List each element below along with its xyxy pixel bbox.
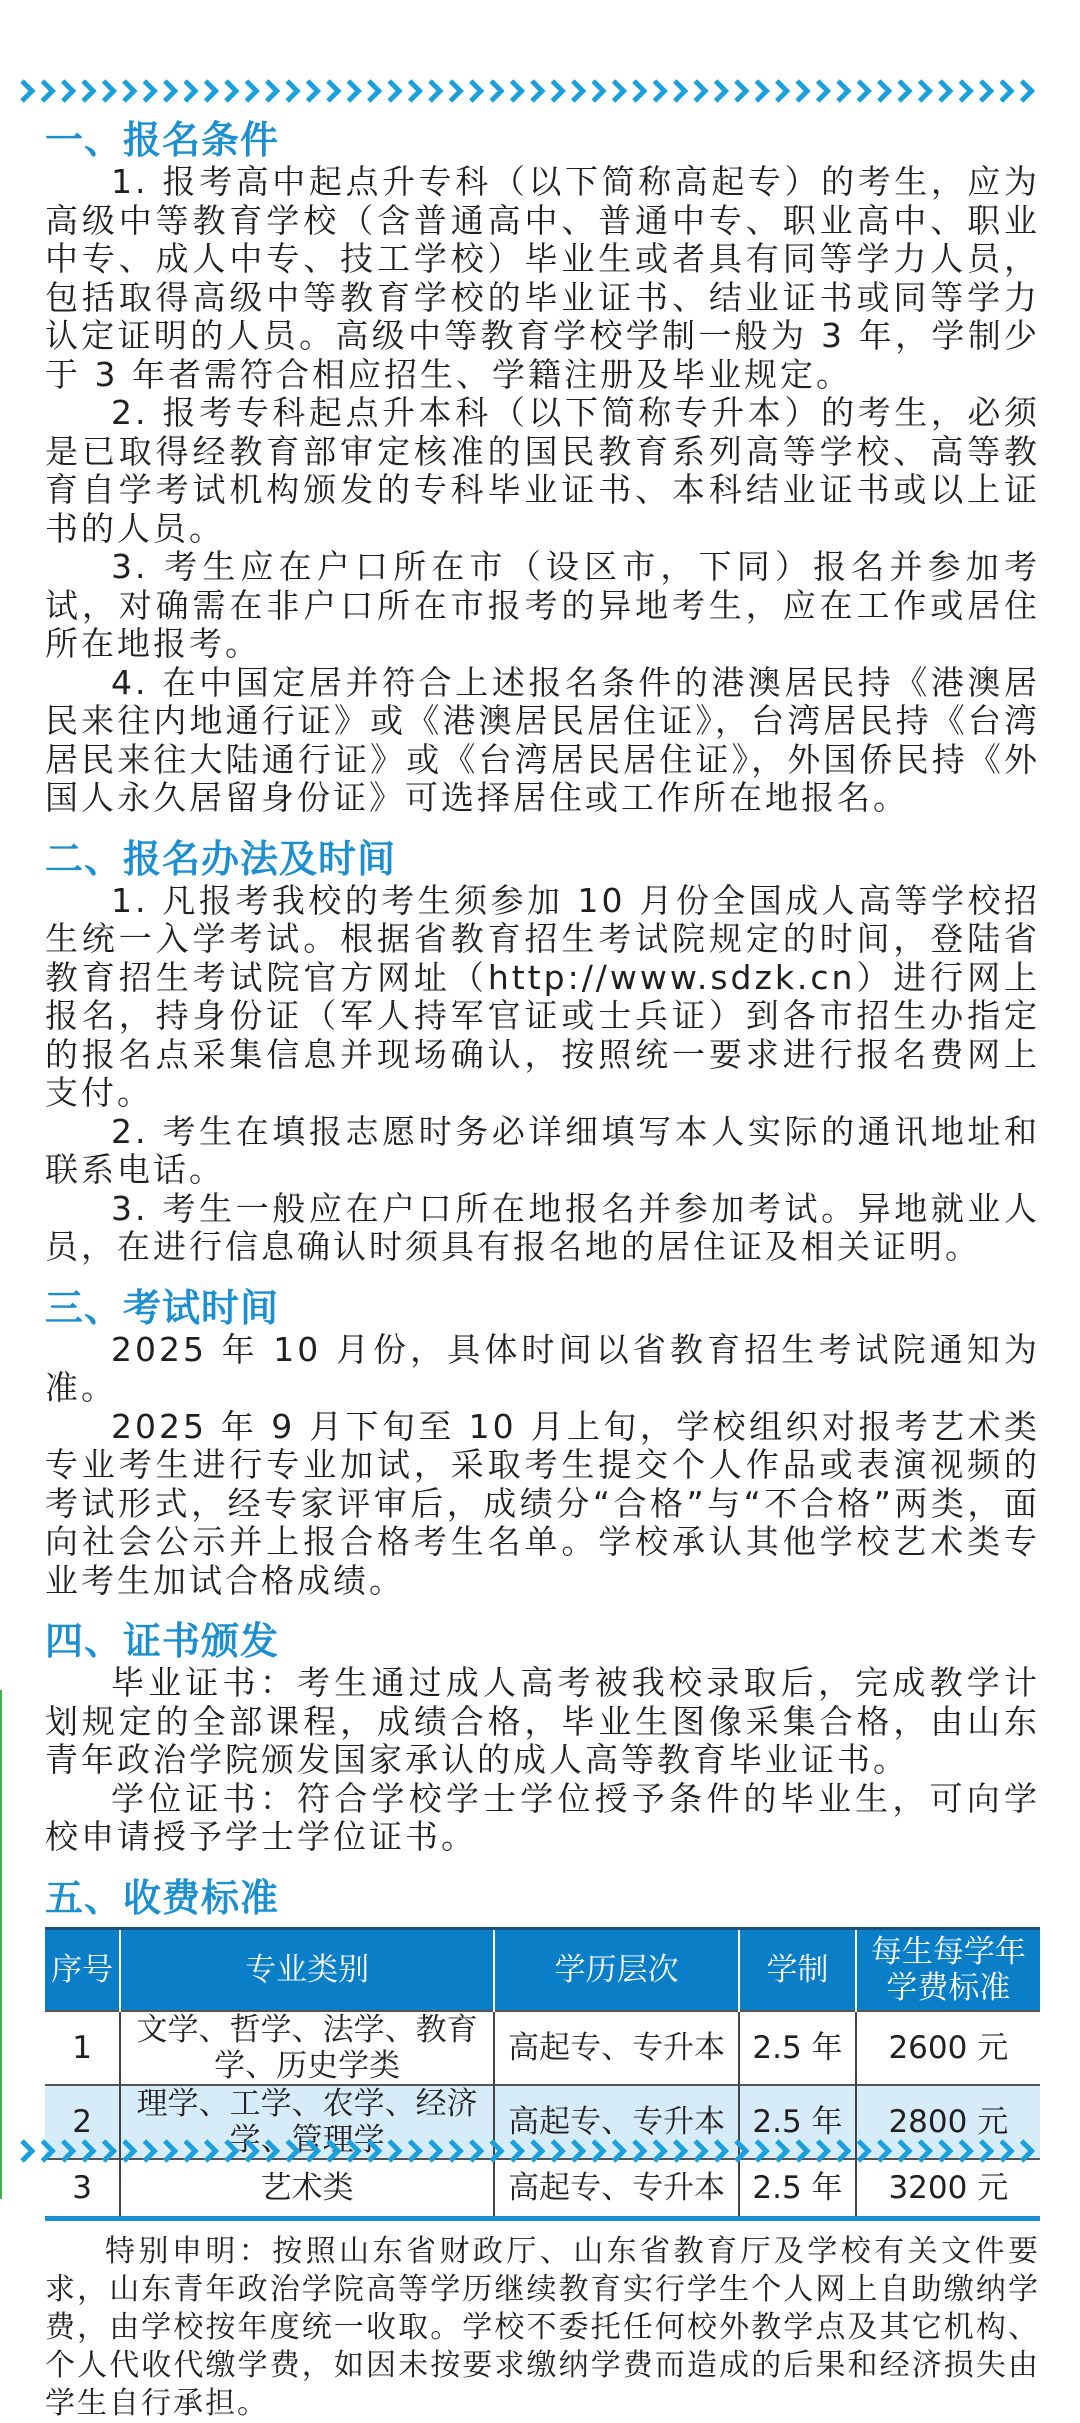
chevron-icon: [369, 81, 379, 101]
chevron-icon: [491, 81, 501, 101]
chevron-icon: [940, 81, 950, 101]
column-header: 每生每学年学费标准: [856, 1928, 1040, 2011]
table-row: [45, 2159, 1040, 2219]
chevron-icon: [1022, 2141, 1032, 2161]
chevron-icon: [389, 81, 399, 101]
chevron-icon: [532, 2141, 542, 2161]
table-cell: 2.5 年: [739, 2085, 855, 2159]
chevron-icon: [471, 81, 481, 101]
chevron-icon: [450, 2141, 460, 2161]
table-cell: 3200 元: [856, 2159, 1040, 2219]
chevron-icon: [185, 81, 195, 101]
paragraph: 学位证书：符合学校学士学位授予条件的毕业生，可向学校申请授予学士学位证书。: [45, 1778, 1040, 1856]
table-cell: 2600 元: [856, 2011, 1040, 2085]
chevron-icon: [552, 2141, 562, 2161]
chevron-icon: [940, 2141, 950, 2161]
table-cell: 3: [45, 2159, 120, 2219]
chevron-icon: [675, 81, 685, 101]
chevron-icon: [328, 81, 338, 101]
paragraph: 1. 凡报考我校的考生须参加 10 月份全国成人高等学校招生统一入学考试。根据省教育招生考试院规定的时间，登陆省教育招生考试院官方网址（http://www.sdzk.cn）进行网上报名，持身份证（军人持军官证或士兵证）到各市招生办指定的报名点采集信息并现场确认，按照统一要求进行报名费网上支付。: [45, 880, 1040, 1112]
chevron-icon: [144, 81, 154, 101]
chevron-divider-bottom: [20, 2138, 1040, 2164]
chevron-icon: [512, 81, 522, 101]
table-cell: 高起专、专升本: [494, 2011, 739, 2085]
chevron-icon: [614, 2141, 624, 2161]
paragraph: 1. 报考高中起点升专科（以下简称高起专）的考生，应为高级中等教育学校（含普通高中、普通中专、职业高中、职业中专、成人中专、技工学校）毕业生或者具有同等学力人员，包括取得高级中等教育学校的毕业证书、结业证书或同等学力认定证明的人员。高级中等教育学校学制一般为 3 年，学制少于 3 年者需符合相应招生、学籍注册及毕业规定。: [45, 162, 1040, 394]
column-header: 序号: [45, 1928, 120, 2011]
chevron-icon: [267, 2141, 277, 2161]
chevron-icon: [818, 2141, 828, 2161]
section-2: [45, 836, 1040, 1267]
left-edge-strip: [0, 1690, 2, 2199]
chevron-icon: [471, 2141, 481, 2161]
chevron-icon: [879, 81, 889, 101]
chevron-icon: [83, 2141, 93, 2161]
chevron-icon: [348, 81, 358, 101]
chevron-icon: [206, 81, 216, 101]
paragraph: 毕业证书：考生通过成人高考被我校录取后，完成教学计划规定的全部课程，成绩合格，毕业生图像采集合格，由山东青年政治学院颁发国家承认的成人高等教育毕业证书。: [45, 1663, 1040, 1779]
chevron-icon: [736, 2141, 746, 2161]
table-cell: 2800 元: [856, 2085, 1040, 2159]
chevron-icon: [206, 2141, 216, 2161]
chevron-icon: [165, 2141, 175, 2161]
table-cell: 2: [45, 2085, 120, 2159]
table-cell: 文学、哲学、法学、教育学、历史学类: [120, 2011, 494, 2085]
chevron-icon: [777, 81, 787, 101]
chevron-icon: [1001, 81, 1011, 101]
chevron-icon: [226, 2141, 236, 2161]
chevron-icon: [430, 2141, 440, 2161]
chevron-icon: [960, 81, 970, 101]
chevron-icon: [593, 81, 603, 101]
chevron-icon: [42, 2141, 52, 2161]
chevron-icon: [83, 81, 93, 101]
chevron-icon: [695, 2141, 705, 2161]
table-cell: 艺术类: [120, 2159, 494, 2219]
chevron-icon: [634, 81, 644, 101]
section-5: [45, 1875, 1040, 1921]
chevron-divider-top: [20, 78, 1040, 104]
chevron-icon: [920, 81, 930, 101]
chevron-icon: [287, 2141, 297, 2161]
chevron-icon: [960, 2141, 970, 2161]
special-statement: [45, 2233, 1040, 2423]
paragraph: 3. 考生应在户口所在市（设区市，下同）报名并参加考试，对确需在非户口所在市报考的异地考生，应在工作或居住所在地报考。: [45, 547, 1040, 663]
chevron-icon: [246, 81, 256, 101]
chevron-icon: [716, 2141, 726, 2161]
chevron-icon: [104, 81, 114, 101]
chevron-icon: [654, 81, 664, 101]
chevron-icon: [165, 81, 175, 101]
chevron-icon: [858, 2141, 868, 2161]
chevron-icon: [42, 81, 52, 101]
chevron-icon: [430, 81, 440, 101]
section-heading: 二、报名办法及时间: [45, 836, 397, 881]
chevron-icon: [124, 81, 134, 101]
chevron-icon: [491, 2141, 501, 2161]
chevron-icon: [920, 2141, 930, 2161]
chevron-icon: [981, 2141, 991, 2161]
chevron-icon: [695, 81, 705, 101]
chevron-icon: [797, 2141, 807, 2161]
table-row: [45, 2011, 1040, 2085]
chevron-icon: [716, 81, 726, 101]
fee-table: [45, 1927, 1040, 2221]
chevron-icon: [675, 2141, 685, 2161]
chevron-icon: [838, 2141, 848, 2161]
paragraph: 2025 年 10 月份，具体时间以省教育招生考试院通知为准。: [45, 1329, 1040, 1407]
chevron-icon: [328, 2141, 338, 2161]
chevron-icon: [389, 2141, 399, 2161]
chevron-icon: [818, 81, 828, 101]
column-header: 学制: [739, 1928, 855, 2011]
table-cell: 2.5 年: [739, 2159, 855, 2219]
chevron-icon: [981, 81, 991, 101]
paragraph: 3. 考生一般应在户口所在地报名并参加考试。异地就业人员，在进行信息确认时须具有报名地的居住证及相关证明。: [45, 1188, 1040, 1266]
paragraph: 2. 考生在填报志愿时务必详细填写本人实际的通讯地址和联系电话。: [45, 1111, 1040, 1189]
chevron-icon: [512, 2141, 522, 2161]
chevron-icon: [736, 81, 746, 101]
chevron-icon: [573, 2141, 583, 2161]
section-1: [45, 117, 1040, 818]
chevron-icon: [777, 2141, 787, 2161]
column-header: 学历层次: [494, 1928, 739, 2011]
chevron-icon: [614, 81, 624, 101]
section-3: [45, 1285, 1040, 1601]
chevron-icon: [593, 2141, 603, 2161]
section-4: [45, 1618, 1040, 1857]
table-cell: 1: [45, 2011, 120, 2085]
chevron-icon: [308, 2141, 318, 2161]
chevron-icon: [63, 81, 73, 101]
chevron-icon: [287, 81, 297, 101]
section-heading: 三、考试时间: [45, 1285, 280, 1330]
chevron-icon: [450, 81, 460, 101]
chevron-icon: [410, 81, 420, 101]
chevron-icon: [22, 2141, 32, 2161]
chevron-icon: [63, 2141, 73, 2161]
chevron-icon: [246, 2141, 256, 2161]
chevron-icon: [838, 81, 848, 101]
special-statement-text: 特别申明：按照山东省财政厅、山东省教育厅及学校有关文件要求，山东青年政治学院高等学历继续教育实行学生个人网上自助缴纳学费，由学校按年度统一收取。学校不委托任何校外教学点及其它机构、个人代收代缴学费，如因未按要求缴纳学费而造成的后果和经济损失由学生自行承担。: [45, 2233, 1040, 2421]
chevron-icon: [410, 2141, 420, 2161]
chevron-icon: [348, 2141, 358, 2161]
table-cell: 理学、工学、农学、经济学、管理学: [120, 2085, 494, 2159]
column-header: 专业类别: [120, 1928, 494, 2011]
chevron-icon: [552, 81, 562, 101]
chevron-icon: [797, 81, 807, 101]
chevron-icon: [226, 81, 236, 101]
chevron-icon: [308, 81, 318, 101]
chevron-icon: [267, 81, 277, 101]
chevron-icon: [899, 2141, 909, 2161]
table-cell: 2.5 年: [739, 2011, 855, 2085]
chevron-icon: [899, 81, 909, 101]
chevron-icon: [104, 2141, 114, 2161]
chevron-icon: [1001, 2141, 1011, 2161]
chevron-icon: [756, 81, 766, 101]
chevron-icon: [634, 2141, 644, 2161]
paragraph: 4. 在中国定居并符合上述报名条件的港澳居民持《港澳居民来往内地通行证》或《港澳居民居住证》，台湾居民持《台湾居民来往大陆通行证》或《台湾居民居住证》，外国侨民持《外国人永久居留身份证》可选择居住或工作所在地报名。: [45, 662, 1040, 817]
chevron-icon: [756, 2141, 766, 2161]
chevron-icon: [124, 2141, 134, 2161]
chevron-icon: [369, 2141, 379, 2161]
document-body: [45, 117, 1040, 2423]
chevron-icon: [185, 2141, 195, 2161]
paragraph: 2. 报考专科起点升本科（以下简称专升本）的考生，必须是已取得经教育部审定核准的国民教育系列高等学校、高等教育自学考试机构颁发的专科毕业证书、本科结业证书或以上证书的人员。: [45, 393, 1040, 548]
table-cell: 高起专、专升本: [494, 2159, 739, 2219]
chevron-icon: [532, 81, 542, 101]
paragraph: 2025 年 9 月下旬至 10 月上旬，学校组织对报考艺术类专业考生进行专业加试，采取考生提交个人作品或表演视频的考试形式，经专家评审后，成绩分“合格”与“不合格”两类，面向社会公示并上报合格考生名单。学校承认其他学校艺术类专业考生加试合格成绩。: [45, 1406, 1040, 1600]
chevron-icon: [654, 2141, 664, 2161]
chevron-icon: [144, 2141, 154, 2161]
chevron-icon: [879, 2141, 889, 2161]
table-cell: 高起专、专升本: [494, 2085, 739, 2159]
chevron-icon: [22, 81, 32, 101]
section-heading: 四、证书颁发: [45, 1619, 280, 1663]
section-heading: 一、报名条件: [45, 118, 280, 162]
chevron-icon: [858, 81, 868, 101]
chevron-icon: [1022, 81, 1032, 101]
chevron-icon: [573, 81, 583, 101]
section-heading: 五、收费标准: [45, 1875, 280, 1920]
